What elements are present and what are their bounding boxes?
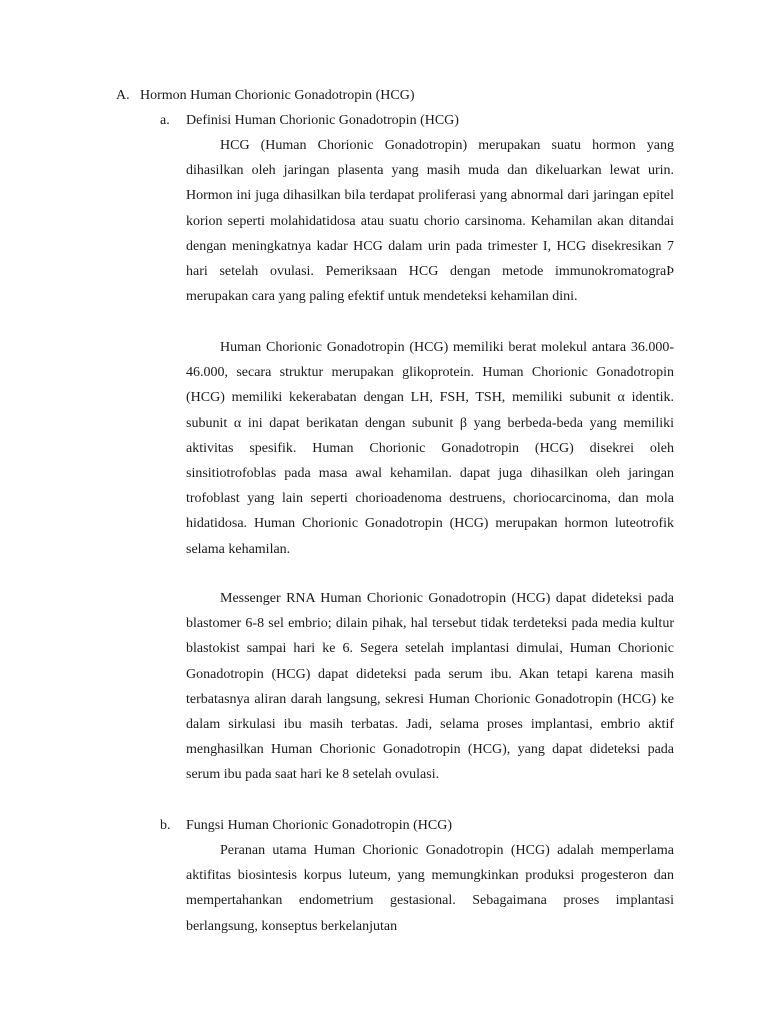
section-heading xyxy=(116,87,415,105)
subsection-b-title: Fungsi Human Chorionic Gonadotropin (HCG) xyxy=(186,818,452,833)
subsection-a-marker: a. xyxy=(160,113,170,128)
subsection-heading-a xyxy=(160,112,459,130)
subsection-heading-b xyxy=(160,817,452,835)
paragraph-definition-2: Human Chorionic Gonadotropin (HCG) memiliki berat molekul antara 36.000- 46.000, secara struktur merupakan glikoprotein. Human Chorionic Gonadotropin (HCG) memiliki kekerabatan dengan LH, FSH, TSH, memiliki subunit α identik. subunit α ini dapat berikatan dengan subunit β yang berbeda-beda yang memiliki aktivitas spesifik. Human Chorionic Gonadotropin (HCG) disekrei oleh sinsitiotrofoblas pada masa awal kehamilan. dapat juga dihasilkan oleh jaringan trofoblast yang lain seperti chorioadenoma destruens, choriocarcinoma, dan mola hidatidosa. Human Chorionic Gonadotropin (HCG) merupakan hormon luteotrofik selama kehamilan. xyxy=(186,340,674,557)
paragraph-definition-3: Messenger RNA Human Chorionic Gonadotropin (HCG) dapat dideteksi pada blastomer 6-8 sel embrio; dilain pihak, hal tersebut tidak terdeteksi pada media kultur blastokist sampai hari ke 6. Segera setelah implantasi dimulai, Human Chorionic Gonadotropin (HCG) dapat dideteksi pada serum ibu. Akan tetapi karena masih terbatasnya aliran darah langsung, sekresi Human Chorionic Gonadotropin (HCG) ke dalam sirkulasi ibu masih terbatas. Jadi, selama proses implantasi, embrio aktif menghasilkan Human Chorionic Gonadotropin (HCG), yang dapat dideteksi pada serum ibu pada saat hari ke 8 setelah ovulasi. xyxy=(186,591,674,783)
paragraph-definition-1: HCG (Human Chorionic Gonadotropin) merupakan suatu hormon yang dihasilkan oleh jaringan plasenta yang masih muda dan dikeluarkan lewat urin. Hormon ini juga dihasilkan bila terdapat proliferasi yang abnormal dari jaringan epitel korion seperti molahidatidosa atau suatu chorio carsinoma. Kehamilan akan ditandai dengan meningkatnya kadar HCG dalam urin pada trimester I, HCG disekresikan 7 hari setelah ovulasi. Pemeriksaan HCG dengan metode immunokromatograÞ merupakan cara yang paling efektif untuk mendeteksi kehamilan dini. xyxy=(186,138,674,305)
subsection-b-marker: b. xyxy=(160,818,171,833)
subsection-a-title: Definisi Human Chorionic Gonadotropin (HCG) xyxy=(186,113,459,128)
section-marker: A. xyxy=(116,88,130,103)
section-title: Hormon Human Chorionic Gonadotropin (HCG) xyxy=(140,88,415,103)
paragraph-function-1: Peranan utama Human Chorionic Gonadotropin (HCG) adalah memperlama aktifitas biosintesis korpus luteum, yang memungkinkan produksi progesteron dan mempertahankan endometrium gestasional. Sebagaimana proses implantasi berlangsung, konseptus berkelanjutan xyxy=(186,843,674,934)
